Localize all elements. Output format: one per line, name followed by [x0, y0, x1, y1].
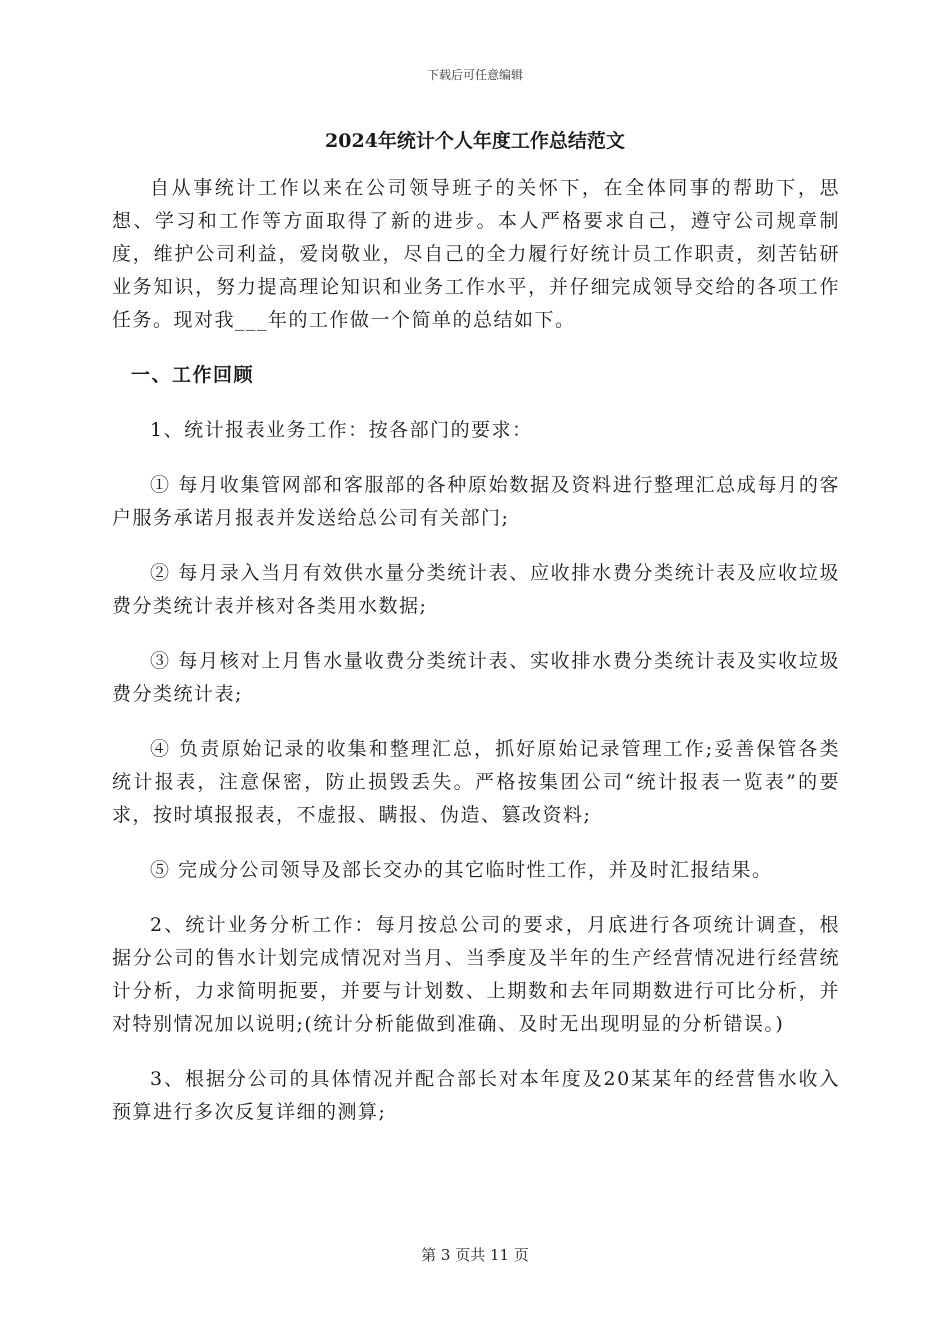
- header-note: 下载后可任意编辑: [426, 68, 523, 82]
- page-footer: 第 3 页共 11 页: [421, 1246, 529, 1264]
- paragraph-sub-item-4: ④ 负责原始记录的收集和整理汇总，抓好原始记录管理工作;妥善保管各类统计报表，注意保密，防止损毁丢失。严格按集团公司“统计报表一览表”的要求，按时填报报表，不虚报、瞒报、伪造、篡改资料;: [112, 738, 840, 826]
- paragraph-sub-item-3: ③ 每月核对上月售水量收费分类统计表、实收排水费分类统计表及实收垃圾费分类统计表;: [112, 650, 840, 705]
- intro-paragraph: 自从事统计工作以来在公司领导班子的关怀下，在全体同事的帮助下，思想、学习和工作等方面取得了新的进步。本人严格要求自己，遵守公司规章制度，维护公司利益，爱岗敬业，尽自己的全力履行好统计员工作职责，刻苦钻研业务知识，努力提高理论知识和业务工作水平，并仔细完成领导交给的各项工作任务。现对我___年的工作做一个简单的总结如下。: [112, 177, 840, 331]
- document-body: [112, 172, 840, 1151]
- section-heading-work-review: 一、工作回顾: [131, 364, 255, 386]
- paragraph-item-2: 2、统计业务分析工作：每月按总公司的要求，月底进行各项统计调查，根据分公司的售水计划完成情况对当月、当季度及半年的生产经营情况进行经营统计分析，力求简明扼要，并要与计划数、上期数和去年同期数进行可比分析，并对特别情况加以说明;(统计分析能做到准确、及时无出现明显的分析错误。): [112, 914, 840, 1035]
- paragraph-sub-item-2: ② 每月录入当月有效供水量分类统计表、应收排水费分类统计表及应收垃圾费分类统计表并核对各类用水数据;: [112, 562, 840, 617]
- paragraph-item-3: 3、根据分公司的具体情况并配合部长对本年度及20某某年的经营售水收入预算进行多次反复详细的测算;: [112, 1068, 840, 1123]
- paragraph-item-1: 1、统计报表业务工作：按各部门的要求：: [150, 419, 533, 441]
- paragraph-sub-item-1: ① 每月收集管网部和客服部的各种原始数据及资料进行整理汇总成每月的客户服务承诺月报表并发送给总公司有关部门;: [112, 474, 840, 529]
- document-title: 2024年统计个人年度工作总结范文: [325, 130, 625, 152]
- paragraph-sub-item-5: ⑤ 完成分公司领导及部长交办的其它临时性工作，并及时汇报结果。: [150, 859, 773, 881]
